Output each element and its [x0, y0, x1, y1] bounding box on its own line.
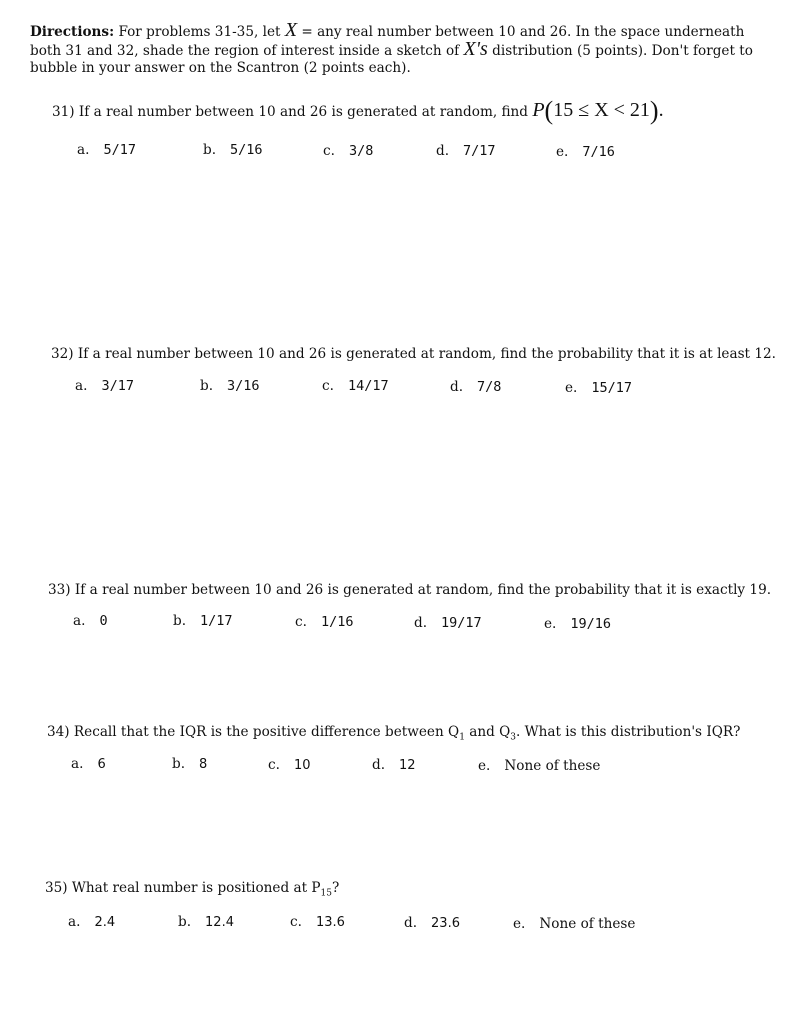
- variable-x: X: [284, 19, 298, 41]
- question-32-text: 32) If a real number between 10 and 26 is generated at random, find the probability that it is at least 12.: [51, 346, 776, 362]
- directions-paragraph: [30, 19, 755, 77]
- choice-35-c[interactable]: c. 13.6: [290, 914, 345, 930]
- directions-label: Directions:: [30, 24, 115, 40]
- question-31-text: 31) If a real number between 10 and 26 is generated at random, find: [52, 104, 528, 120]
- choice-34-e[interactable]: e. None of these: [478, 758, 601, 774]
- question-31: [52, 96, 664, 126]
- choice-32-c[interactable]: c. 14/17: [322, 378, 389, 394]
- subscript-15: 15: [320, 888, 332, 899]
- question-35: [45, 880, 339, 899]
- question-31-period: .: [658, 99, 664, 121]
- choice-35-e[interactable]: e. None of these: [513, 916, 636, 932]
- question-34: [47, 724, 740, 743]
- choice-31-b[interactable]: b. 5/16: [203, 142, 263, 158]
- right-paren: ): [649, 96, 659, 125]
- question-34-text-c: . What is this distribution's IQR?: [516, 724, 741, 740]
- question-33: [48, 582, 771, 598]
- choice-33-b[interactable]: b. 1/17: [173, 613, 233, 629]
- choice-33-a[interactable]: a. 0: [73, 613, 108, 629]
- question-35-text-a: 35) What real number is positioned at P: [45, 880, 321, 896]
- question-33-text: 33) If a real number between 10 and 26 is generated at random, find the probability that it is exactly 19.: [48, 582, 772, 598]
- choice-31-a[interactable]: a. 5/17: [77, 142, 136, 158]
- choice-33-e[interactable]: e. 19/16: [544, 616, 612, 632]
- choice-33-c[interactable]: c. 1/16: [295, 614, 354, 630]
- choice-34-b[interactable]: b. 8: [172, 756, 208, 772]
- choice-34-c[interactable]: c. 10: [268, 757, 311, 773]
- choice-31-d[interactable]: d. 7/17: [436, 143, 496, 159]
- choice-35-a[interactable]: a. 2.4: [68, 914, 116, 930]
- apostrophe-s: 's: [475, 38, 488, 60]
- directions-text-1: For problems 31-35, let: [118, 24, 281, 40]
- subscript-3: 3: [510, 732, 517, 743]
- directions-text-2: = any real number between 10 and 26. In the space underneath both 31 and 32, shade the region of interest inside a sketch of: [30, 24, 745, 59]
- choice-31-c[interactable]: c. 3/8: [323, 143, 374, 159]
- choice-32-e[interactable]: e. 15/17: [565, 380, 633, 396]
- choice-35-b[interactable]: b. 12.4: [178, 914, 234, 930]
- choice-34-d[interactable]: d. 12: [372, 757, 416, 773]
- question-35-text-b: ?: [331, 880, 340, 896]
- directions-text-3: distribution (5 points). Don't forget to bubble in your answer on the Scantron (2 points each).: [30, 43, 753, 76]
- question-32: [51, 346, 776, 362]
- question-34-text-a: 34) Recall that the IQR is the positive difference between Q: [47, 724, 460, 740]
- choice-35-d[interactable]: d. 23.6: [404, 915, 460, 931]
- choice-32-a[interactable]: a. 3/17: [75, 378, 134, 394]
- probability-inner: 15 ≤ X < 21: [553, 99, 650, 121]
- choice-34-a[interactable]: a. 6: [71, 756, 106, 772]
- variable-x-2: X: [463, 38, 476, 60]
- choice-31-e[interactable]: e. 7/16: [556, 144, 615, 160]
- question-34-text-b: and Q: [469, 724, 511, 740]
- probability-p: P: [532, 99, 545, 121]
- choice-32-b[interactable]: b. 3/16: [200, 378, 260, 394]
- choice-32-d[interactable]: d. 7/8: [450, 379, 502, 395]
- left-paren: (: [544, 96, 554, 125]
- choice-33-d[interactable]: d. 19/17: [414, 615, 482, 631]
- subscript-1: 1: [459, 732, 465, 743]
